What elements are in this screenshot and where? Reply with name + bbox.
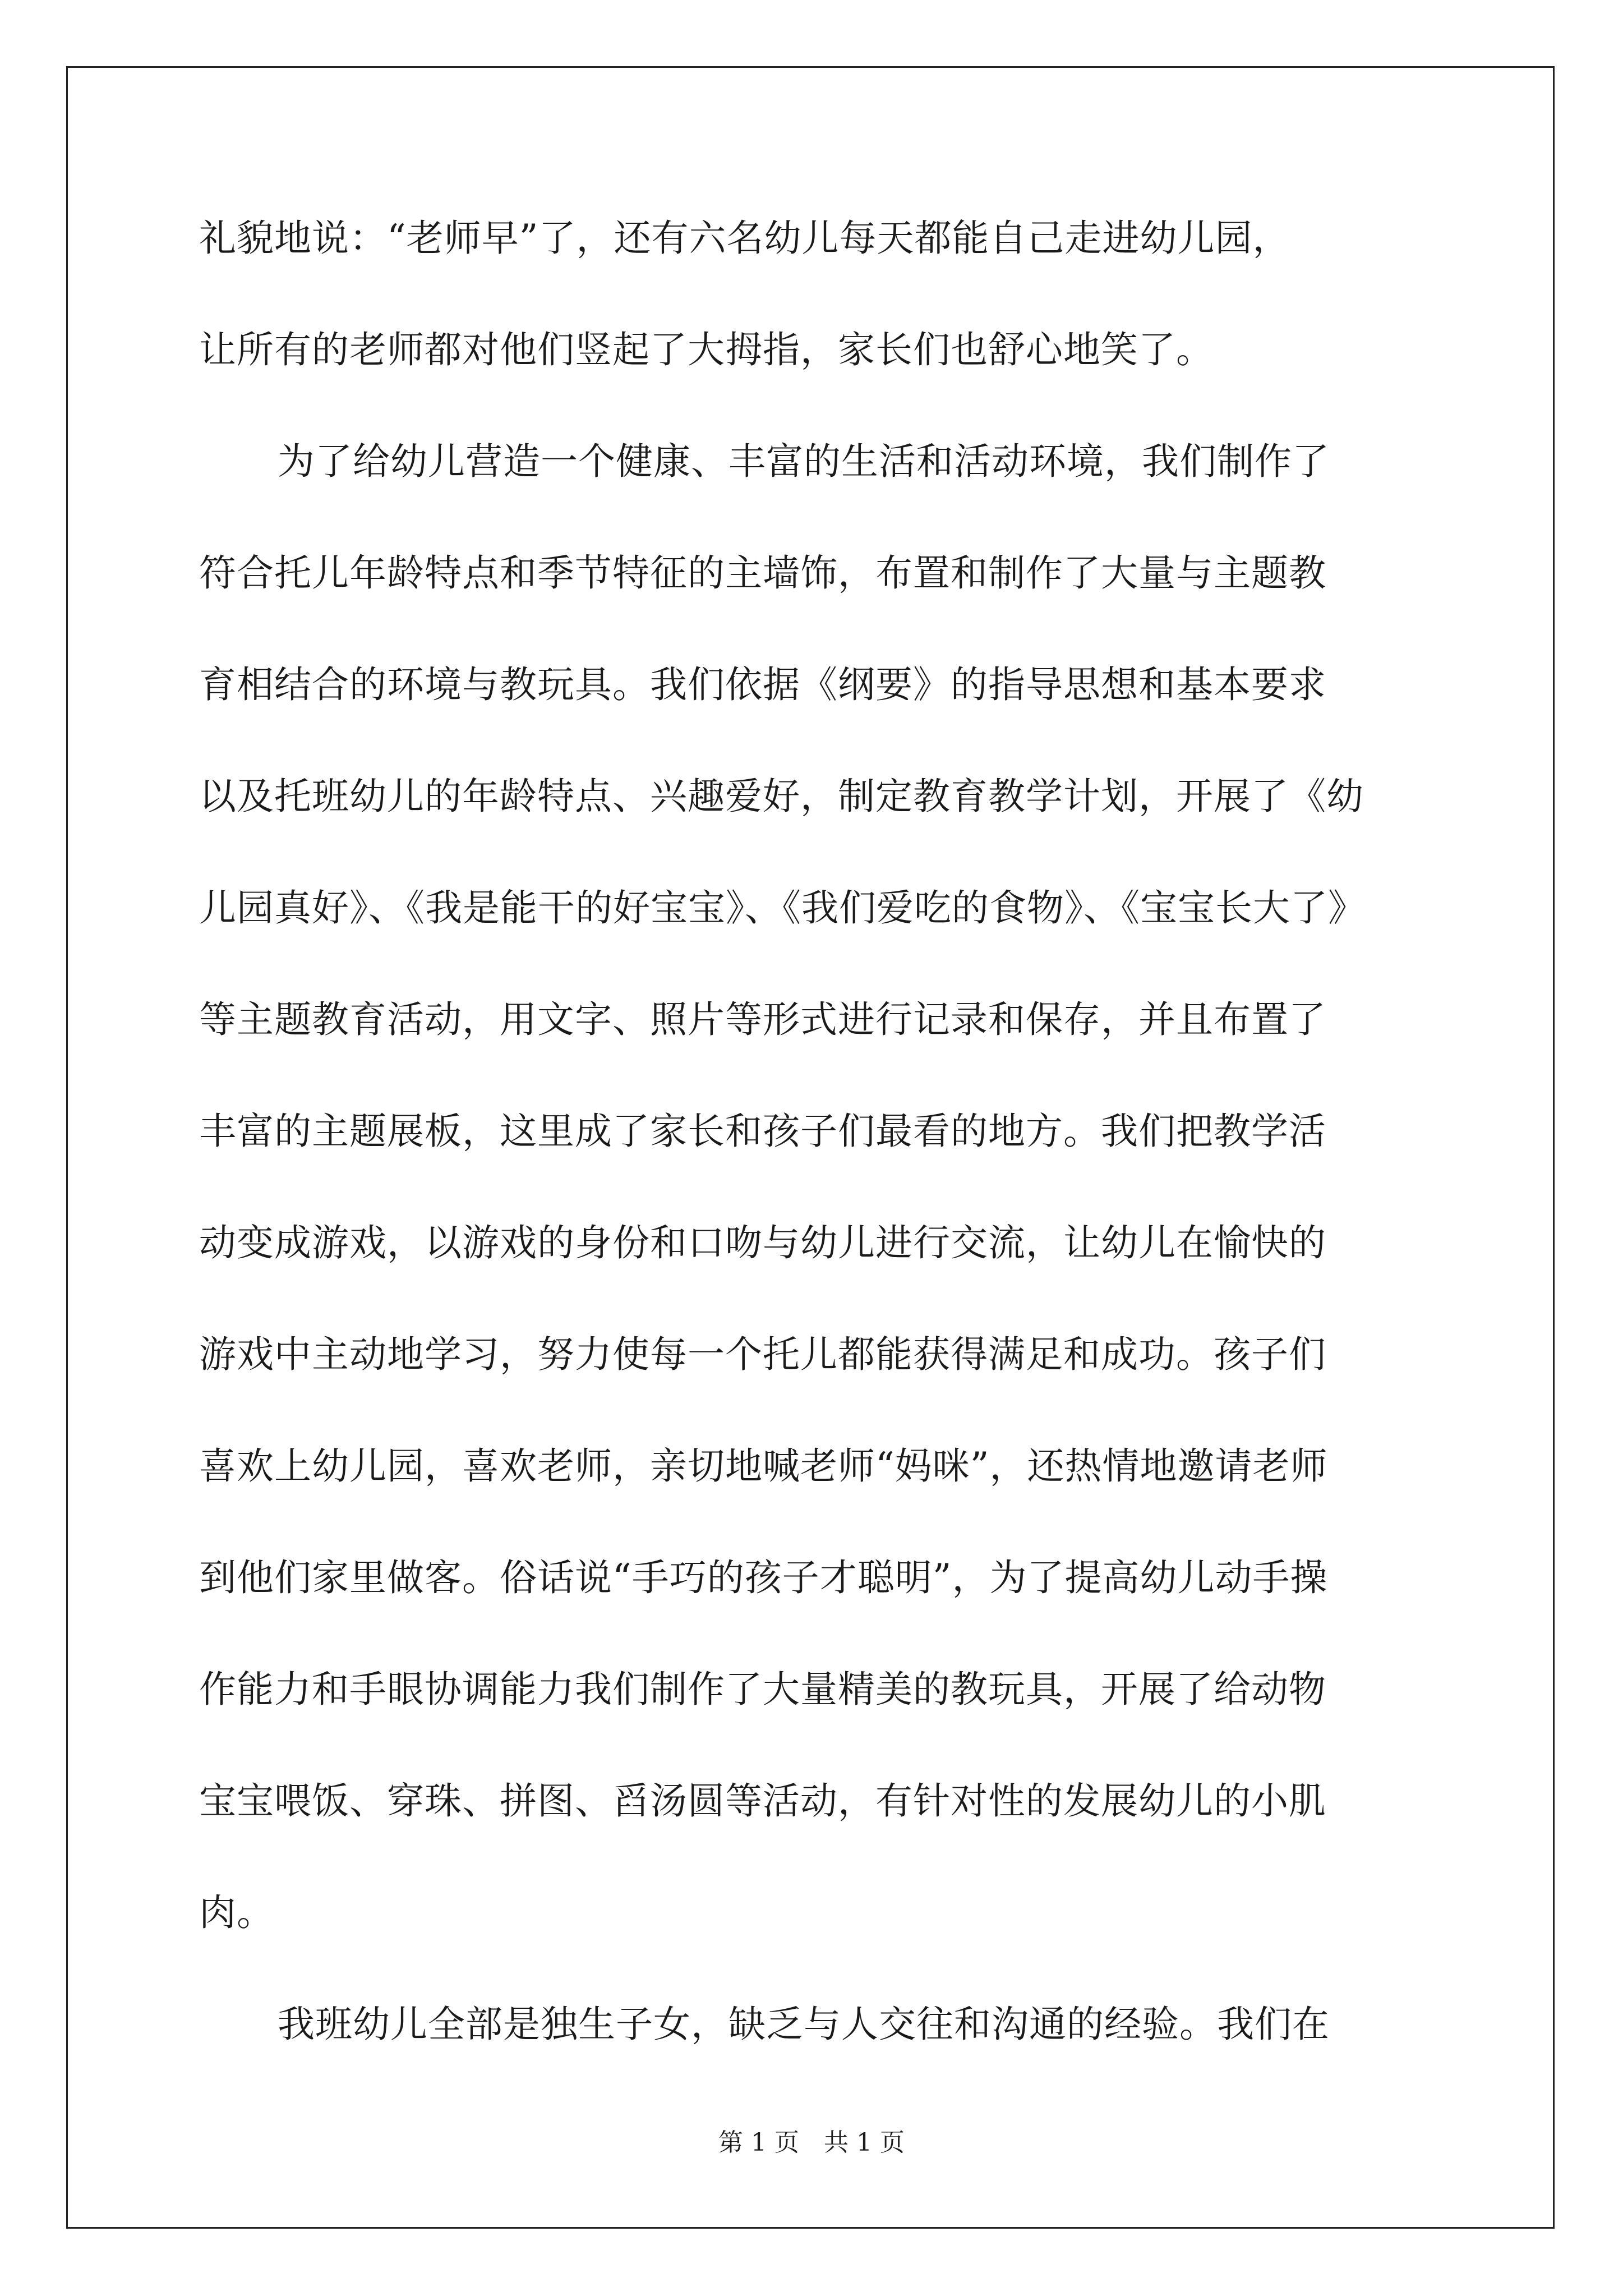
text-line: 游戏中主动地学习，努力使每一个托儿都能获得满足和成功。孩子们 <box>199 1333 1326 1376</box>
text-line: 儿园真好》、《我是能干的好宝宝》、《我们爱吃的食物》、《宝宝长大了》 <box>199 886 1366 930</box>
text-line: 作能力和手眼协调能力我们制作了大量精美的教玩具，开展了给动物 <box>199 1668 1326 1711</box>
page-number-footer: 第 1 页 共 1 页 <box>718 2128 905 2157</box>
text-line: 礼貌地说：“老师早”了，还有六名幼儿每天都能自己走进幼儿园， <box>199 217 1290 260</box>
text-line: 肉。 <box>199 1891 274 1934</box>
text-line: 为了给幼儿营造一个健康、丰富的生活和活动环境，我们制作了 <box>278 440 1330 483</box>
text-line: 动变成游戏，以游戏的身份和口吻与幼儿进行交流，让幼儿在愉快的 <box>199 1221 1326 1264</box>
text-line: 等主题教育活动，用文字、照片等形式进行记录和保存，并且布置了 <box>199 998 1326 1041</box>
text-line: 我班幼儿全部是独生子女，缺乏与人交往和沟通的经验。我们在 <box>278 2003 1330 2046</box>
text-line: 宝宝喂饭、穿珠、拼图、舀汤圆等活动，有针对性的发展幼儿的小肌 <box>199 1779 1326 1823</box>
document-body <box>199 208 1455 2105</box>
text-line: 符合托儿年龄特点和季节特征的主墙饰，布置和制作了大量与主题教 <box>199 551 1326 595</box>
text-line: 丰富的主题展板，这里成了家长和孩子们最看的地方。我们把教学活 <box>199 1110 1326 1153</box>
text-line: 育相结合的环境与教玩具。我们依据《纲要》的指导思想和基本要求 <box>199 663 1326 706</box>
text-line: 到他们家里做客。俗话说“手巧的孩子才聪明”，为了提高幼儿动手操 <box>199 1556 1328 1599</box>
text-line: 让所有的老师都对他们竖起了大拇指，家长们也舒心地笑了。 <box>199 328 1214 371</box>
text-line: 以及托班幼儿的年龄特点、兴趣爱好，制定教育教学计划，开展了《幼 <box>199 775 1364 818</box>
text-line: 喜欢上幼儿园，喜欢老师，亲切地喊老师“妈咪”，还热情地邀请老师 <box>199 1444 1328 1488</box>
